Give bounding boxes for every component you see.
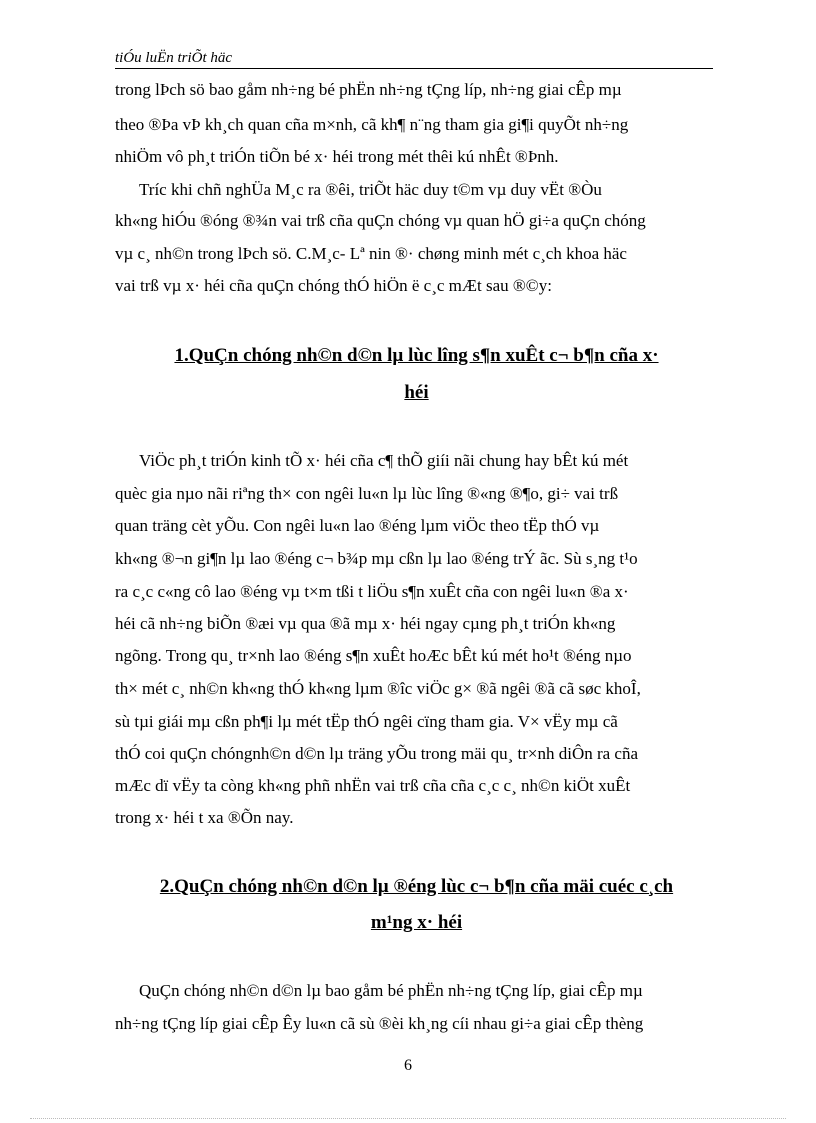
- body-text-line: th× mét c¸ nh©n kh«ng thÓ kh«ng lµm ®îc viÖc g× ®ã ngêi ®ã cã søc khoÎ,: [115, 679, 641, 698]
- body-text-line: QuÇn chóng nh©n d©n lµ bao gåm bé phËn nh÷ng tÇng líp, giai cÊp mµ: [139, 981, 643, 1000]
- body-text-line: thÓ coi quÇn chóngnh©n d©n lµ träng yÕu trong mäi qu¸ tr×nh diÔn ra cña: [115, 744, 639, 763]
- section-heading: 1.QuÇn chóng nh©n d©n lµ lùc lîng s¶n xuÊt c¬ b¶n cña x·: [174, 345, 659, 366]
- body-text-line: theo ®Þa vÞ kh¸ch quan cña m×nh, cã kh¶ n¨ng tham gia gi¶i quyÕt nh÷ng: [115, 115, 629, 134]
- body-text-line: quèc gia nµo nãi riªng th× con ngêi lu«n lµ lùc lîng ®«ng ®¶o, gi÷ vai trß: [115, 484, 619, 503]
- body-text-line: kh«ng ®¬n gi¶n lµ lao ®éng c¬ b¾p mµ cßn lµ lao ®éng trÝ ãc. Sù s¸ng t¹o: [115, 549, 638, 568]
- body-text-line: ra c¸c c«ng cô lao ®éng vµ t×m tßi t liÖu s¶n xuÊt cña con ngêi lu«n ®a x·: [115, 582, 629, 601]
- body-text-line: trong x· héi t xa ®Õn nay.: [115, 808, 294, 827]
- body-text-line: kh«ng hiÓu ®óng ®¾n vai trß cña quÇn chóng vµ quan hÖ gi÷a quÇn chóng: [115, 211, 646, 230]
- section-heading: 2.QuÇn chóng nh©n d©n lµ ®éng lùc c¬ b¶n cña mäi cuéc c¸ch: [159, 876, 674, 897]
- body-text-line: quan träng cèt yÕu. Con ngêi lu«n lao ®éng lµm viÖc theo tËp thÓ vµ: [115, 516, 600, 535]
- page-bottom-divider: [30, 1118, 786, 1119]
- body-text-line: héi cã nh÷ng biÕn ®æi vµ qua ®ã mµ x· héi ngay cµng ph¸t triÓn kh«ng: [115, 614, 616, 633]
- body-text-line: trong lÞch sö bao gåm nh÷ng bé phËn nh÷ng tÇng líp, nh÷ng giai cÊp mµ: [115, 80, 622, 99]
- body-text-line: vµ c¸ nh©n trong lÞch sö. C.M¸c- Lª nin ®· chøng minh mét c¸ch khoa häc: [115, 244, 627, 263]
- body-text-line: nh÷ng tÇng líp giai cÊp Êy lu«n cã sù ®èi kh¸ng cíi nhau gi÷a giai cÊp thèng: [115, 1014, 644, 1033]
- body-text-line: ngõng. Trong qu¸ tr×nh lao ®éng s¶n xuÊt hoÆc bÊt kú mét ho¹t ®éng nµo: [115, 646, 632, 665]
- page-number: 6: [404, 1057, 412, 1074]
- body-text-line: Tríc khi chñ nghÜa M¸c ra ®êi, triÕt häc duy t©m vµ duy vËt ®Òu: [139, 180, 602, 199]
- body-text-line: vai trß vµ x· héi cña quÇn chóng thÓ hiÖn ë c¸c mÆt sau ®©y:: [115, 276, 552, 295]
- body-text-line: nhiÖm vô ph¸t triÓn tiÕn bé x· héi trong mét thêi kú nhÊt ®Þnh.: [115, 147, 559, 166]
- body-text-line: sù tµi giái mµ cßn ph¶i lµ mét tËp thÓ ngêi cïng tham gia. V× vËy mµ cã: [115, 712, 618, 731]
- section-heading: m¹ng x· héi: [370, 912, 463, 933]
- body-text-line: ViÖc ph¸t triÓn kinh tÕ x· héi cña c¶ thÕ giíi nãi chung hay bÊt kú mét: [139, 451, 629, 470]
- section-heading: héi: [404, 382, 429, 403]
- body-text-line: mÆc dï vËy ta còng kh«ng phñ nhËn vai trß cña cña c¸c c¸ nh©n kiÖt xuÊt: [115, 776, 631, 795]
- running-header: tiÓu luËn triÕt häc: [115, 50, 713, 69]
